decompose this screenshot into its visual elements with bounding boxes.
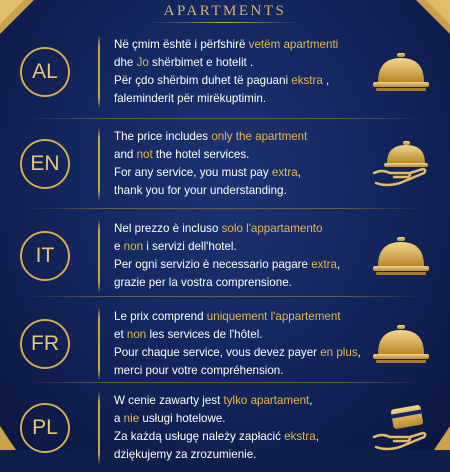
highlight-text: nie: [123, 412, 140, 425]
notice-text-segment: dziękujemy za zrozumienie.: [114, 448, 257, 461]
notice-line: [114, 392, 366, 410]
notice-text-segment: ,: [336, 258, 341, 271]
notice-text-segment: Për çdo shërbim duhet të paguani: [114, 74, 292, 87]
notice-text-segment: Za każdą usługę należy zapłacić: [114, 430, 285, 443]
notice-line: [114, 54, 366, 72]
notice-text-segment: shërbimet e hotelit .: [148, 56, 254, 69]
highlight-text: non: [126, 328, 147, 341]
notice-text: [114, 36, 366, 108]
notice-text-segment: Le prix comprend: [114, 310, 207, 323]
notice-text-segment: grazie per la vostra comprensione.: [114, 276, 292, 289]
notice-text-segment: i servizi dell'hotel.: [143, 240, 237, 253]
notice-line: [114, 410, 366, 428]
notice-text-segment: les services de l'hôtel.: [146, 328, 263, 341]
service-bell-icon: [366, 42, 436, 102]
notice-text-segment: ,: [315, 430, 319, 443]
notice-line: [114, 164, 366, 182]
highlight-text: tylko apartament: [223, 394, 310, 407]
language-badge: FR: [20, 319, 70, 369]
notice-line: [114, 274, 366, 292]
language-badge: IT: [20, 231, 70, 281]
language-section-it: [20, 212, 436, 300]
notice-line: [114, 256, 366, 274]
notice-text: [114, 308, 366, 380]
highlight-text: only the apartment: [211, 130, 308, 143]
notice-line: [114, 428, 366, 446]
highlight-text: extra: [311, 258, 337, 271]
notice-text-segment: and: [114, 148, 137, 161]
notice-text-segment: Në çmim është i përfshirë: [114, 38, 249, 51]
header-divider: [150, 22, 300, 23]
page-title: APARTMENTS: [163, 3, 287, 19]
notice-text: [114, 220, 366, 292]
notice-text-segment: Per ogni servizio è necessario pagare: [114, 258, 312, 271]
highlight-text: not: [136, 148, 153, 161]
notice-text-segment: For any service, you must pay: [114, 166, 272, 179]
vertical-divider: [98, 219, 100, 293]
language-badge: PL: [20, 403, 70, 453]
notice-text-segment: ,: [309, 394, 313, 407]
vertical-divider: [98, 391, 100, 465]
notice-text-segment: usługi hotelowe.: [139, 412, 226, 425]
notice-text-segment: ,: [357, 346, 361, 359]
language-section-en: [20, 120, 436, 208]
notice-text-segment: e: [114, 240, 124, 253]
notice-line: [114, 72, 366, 90]
notice-text-segment: Pour chaque service, vous devez payer: [114, 346, 321, 359]
notice-text-segment: a: [114, 412, 124, 425]
notice-text-segment: The price includes: [114, 130, 212, 143]
notice-line: [114, 146, 366, 164]
language-section-al: [20, 28, 436, 116]
notice-line: [114, 36, 366, 54]
notice-line: [114, 362, 366, 380]
hand-cloche-icon: [366, 134, 436, 194]
section-divider: [26, 118, 424, 119]
highlight-text: ekstra: [284, 430, 316, 443]
highlight-text: ekstra: [291, 74, 323, 87]
notice-line: [114, 326, 366, 344]
highlight-text: uniquement l'appartement: [206, 310, 341, 323]
highlight-text: en plus: [320, 346, 358, 359]
notice-text-segment: ,: [297, 166, 301, 179]
notice-text-segment: thank you for your understanding.: [114, 184, 287, 197]
notice-line: [114, 90, 366, 108]
vertical-divider: [98, 127, 100, 201]
service-bell-icon: [366, 314, 436, 374]
notice-line: [114, 128, 366, 146]
notice-line: [114, 344, 366, 362]
notice-text-segment: W cenie zawarty jest: [114, 394, 224, 407]
highlight-text: non: [123, 240, 144, 253]
vertical-divider: [98, 35, 100, 109]
notice-text-segment: merci pour votre compréhension.: [114, 364, 284, 377]
notice-line: [114, 308, 366, 326]
section-divider: [26, 296, 424, 297]
highlight-text: extra: [271, 166, 298, 179]
language-section-pl: [20, 384, 436, 472]
notice-text-segment: dhe: [114, 56, 137, 69]
language-badge: EN: [20, 139, 70, 189]
notice-text-segment: faleminderit për mirëkuptimin.: [114, 92, 267, 105]
service-bell-icon: [366, 226, 436, 286]
notice-text: [114, 128, 366, 200]
language-section-fr: [20, 300, 436, 388]
notice-text-segment: ,: [322, 74, 330, 87]
section-divider: [26, 382, 424, 383]
notice-line: [114, 446, 366, 464]
highlight-text: solo l'appartamento: [221, 222, 323, 235]
notice-text-segment: the hotel services.: [152, 148, 250, 161]
highlight-text: vetëm apartmenti: [248, 38, 339, 51]
notice-line: [114, 220, 366, 238]
notice-line: [114, 238, 366, 256]
section-divider: [26, 208, 424, 209]
notice-text: [114, 392, 366, 464]
highlight-text: Jo: [136, 56, 149, 69]
notice-line: [114, 182, 366, 200]
vertical-divider: [98, 307, 100, 381]
language-badge: AL: [20, 47, 70, 97]
notice-text-segment: et: [114, 328, 127, 341]
hand-card-icon: [366, 398, 436, 458]
header: [0, 0, 450, 26]
notice-text-segment: Nel prezzo è incluso: [114, 222, 222, 235]
